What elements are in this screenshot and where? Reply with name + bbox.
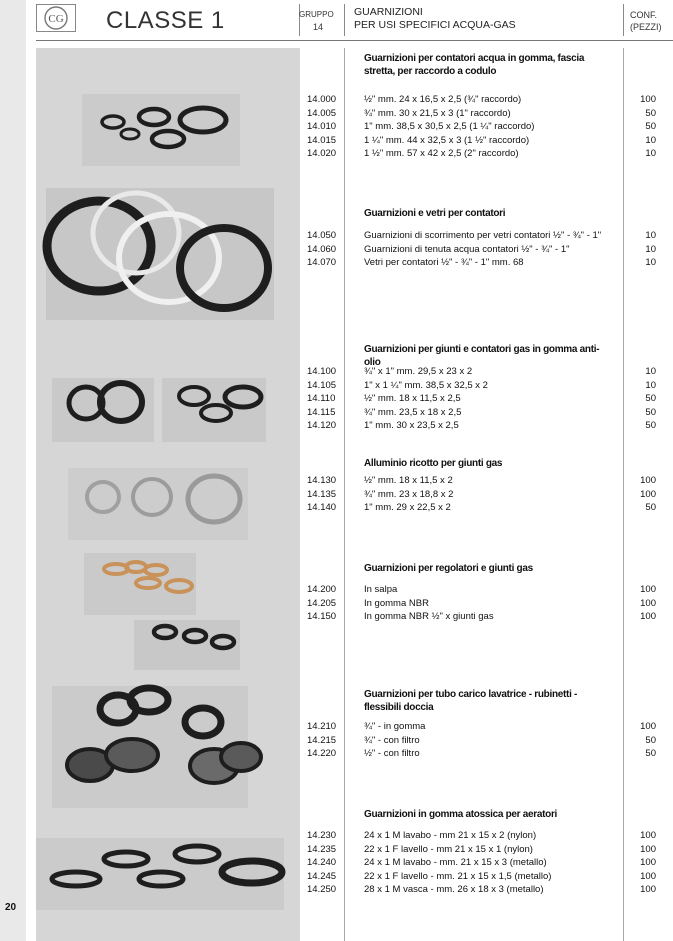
- header-divider: [623, 4, 624, 36]
- item-code: 14.250: [307, 884, 337, 895]
- section-title-6: Guarnizioni per tubo carico lavatrice - rubinetti - flessibili doccia: [364, 689, 578, 713]
- section-6-descriptions: [364, 720, 626, 761]
- section-3-descriptions: [364, 365, 626, 433]
- item-code: 14.240: [307, 857, 337, 868]
- item-code: 14.000: [307, 94, 337, 105]
- page-title-line2: PER USI SPECIFICI ACQUA-GAS: [354, 19, 516, 31]
- item-code: 14.130: [307, 475, 337, 486]
- section-7-quantities: [626, 829, 656, 897]
- section-2-descriptions: [364, 229, 626, 270]
- item-quantity: 100: [640, 843, 656, 855]
- section-title-7: Guarnizioni in gomma atossica per aeratori: [364, 809, 558, 820]
- item-code: 14.120: [307, 420, 337, 431]
- item-code: 14.140: [307, 502, 337, 513]
- item-quantity: 50: [645, 502, 656, 513]
- item-description: 1 ½" mm. 57 x 42 x 2,5 (2" raccordo): [364, 148, 519, 159]
- item-description: ¾" mm. 23,5 x 18 x 2,5: [364, 406, 462, 418]
- item-quantity: 50: [645, 748, 656, 759]
- section-title-1: Guarnizioni per contatori acqua in gomma, fascia stretta, per raccordo a codulo: [364, 53, 585, 77]
- product-images-panel: [36, 48, 300, 941]
- item-description: 1" mm. 38,5 x 30,5 x 2,5 (1 ¼" raccordo): [364, 121, 535, 132]
- gruppo-number: 14: [313, 22, 324, 32]
- item-description: 1" x 1 ¼" mm. 38,5 x 32,5 x 2: [364, 379, 488, 391]
- item-code: 14.105: [307, 379, 337, 391]
- section-7-descriptions: [364, 829, 626, 897]
- item-quantity: 100: [640, 94, 656, 105]
- section-6-quantities: [626, 720, 656, 761]
- item-quantity: 50: [645, 121, 656, 132]
- item-code: 14.005: [307, 107, 337, 119]
- item-description: 1" mm. 30 x 23,5 x 2,5: [364, 420, 459, 431]
- item-quantity: 10: [645, 366, 656, 377]
- conf-label-line1: CONF.: [630, 10, 657, 20]
- photo-rubber-washers: [82, 94, 240, 166]
- item-code: 14.205: [307, 597, 337, 609]
- item-description: Vetri per contatori ½" - ¾" - 1" mm. 68: [364, 257, 524, 268]
- item-description: ¾" x 1" mm. 29,5 x 23 x 2: [364, 366, 473, 377]
- photo-aerator-gaskets: [36, 838, 284, 910]
- item-code: 14.110: [307, 393, 336, 404]
- item-quantity: 50: [645, 393, 656, 404]
- item-code: 14.100: [307, 366, 337, 377]
- item-quantity: 100: [640, 584, 656, 595]
- photo-gas-rings: [52, 378, 266, 442]
- item-quantity: 10: [645, 148, 656, 159]
- item-code: 14.150: [307, 611, 337, 622]
- section-5-codes: [307, 583, 343, 624]
- photo-meter-gaskets: [46, 188, 274, 320]
- classe-title: CLASSE 1: [106, 7, 225, 34]
- side-strip: [0, 0, 26, 941]
- page-title-line1: GUARNIZIONI: [354, 6, 423, 18]
- item-code: 14.235: [307, 843, 337, 855]
- item-description: 24 x 1 M lavabo - mm 21 x 15 x 2 (nylon): [364, 830, 537, 841]
- item-description: In gomma NBR: [364, 597, 429, 609]
- item-quantity: 100: [640, 611, 656, 622]
- item-code: 14.020: [307, 148, 337, 159]
- item-description: 28 x 1 M vasca - mm. 26 x 18 x 3 (metallo): [364, 884, 544, 895]
- photo-aluminium-rings: [68, 468, 248, 540]
- item-description: ½" mm. 18 x 11,5 x 2,5: [364, 393, 461, 404]
- item-quantity: 10: [645, 257, 656, 268]
- item-code: 14.220: [307, 748, 337, 759]
- brand-logo: [36, 4, 76, 32]
- section-4-descriptions: [364, 474, 626, 515]
- item-code: 14.010: [307, 121, 337, 132]
- section-5-quantities: [626, 583, 656, 624]
- item-description: 24 x 1 M lavabo - mm. 21 x 15 x 3 (metallo): [364, 857, 547, 868]
- item-quantity: 50: [645, 734, 656, 746]
- section-3-quantities: [626, 365, 656, 433]
- section-title-4: Alluminio ricotto per giunti gas: [364, 458, 503, 469]
- item-code: 14.135: [307, 488, 337, 500]
- item-description: ½" mm. 18 x 11,5 x 2: [364, 475, 453, 486]
- section-4-quantities: [626, 474, 656, 515]
- item-quantity: 100: [640, 857, 656, 868]
- item-code: 14.115: [307, 406, 336, 418]
- gruppo-label: GRUPPO: [299, 10, 334, 19]
- section-7-codes: [307, 829, 343, 897]
- item-description: 1" mm. 29 x 22,5 x 2: [364, 502, 451, 513]
- item-quantity: 100: [640, 721, 656, 732]
- section-4-codes: [307, 474, 343, 515]
- item-code: 14.070: [307, 257, 337, 268]
- header-divider: [344, 4, 345, 36]
- item-quantity: 100: [640, 870, 656, 882]
- item-quantity: 10: [645, 243, 656, 255]
- item-quantity: 50: [645, 406, 656, 418]
- item-code: 14.210: [307, 721, 337, 732]
- item-code: 14.060: [307, 243, 337, 255]
- item-quantity: 50: [645, 420, 656, 431]
- section-2-quantities: [626, 229, 656, 270]
- photo-hose-washers: [52, 686, 261, 808]
- item-quantity: 100: [640, 830, 656, 841]
- item-quantity: 10: [645, 379, 656, 391]
- item-description: 22 x 1 F lavello - mm 21 x 15 x 1 (nylon): [364, 843, 533, 855]
- item-description: ½" - con filtro: [364, 748, 420, 759]
- section-title-2: Guarnizioni e vetri per contatori: [364, 208, 506, 219]
- section-6-codes: [307, 720, 343, 761]
- section-5-descriptions: [364, 583, 626, 624]
- section-title-3: Guarnizioni per giunti e contatori gas in gomma anti-olio: [364, 344, 600, 368]
- item-description: ¾" mm. 23 x 18,8 x 2: [364, 488, 454, 500]
- item-description: ¾" - in gomma: [364, 721, 426, 732]
- item-description: In salpa: [364, 584, 398, 595]
- item-quantity: 100: [640, 597, 656, 609]
- item-quantity: 10: [645, 230, 656, 241]
- brand-logo-text: CG: [48, 13, 64, 25]
- item-quantity: 100: [640, 475, 656, 486]
- conf-label: [630, 9, 662, 33]
- section-1-quantities: [626, 93, 656, 161]
- column-divider: [344, 48, 345, 941]
- header-divider: [299, 4, 300, 36]
- item-description: ½" mm. 24 x 16,5 x 2,5 (¾" raccordo): [364, 94, 522, 105]
- item-quantity: 100: [640, 884, 656, 895]
- item-description: Guarnizioni di tenuta acqua contatori ½" - ¾" - 1": [364, 243, 570, 255]
- item-description: 22 x 1 F lavello - mm. 21 x 15 x 1,5 (metallo): [364, 870, 552, 882]
- item-code: 14.050: [307, 230, 337, 241]
- item-code: 14.015: [307, 134, 337, 146]
- item-description: In gomma NBR ½" x giunti gas: [364, 611, 494, 622]
- photo-regulator-washers: [84, 553, 240, 670]
- section-title-5: Guarnizioni per regolatori e giunti gas: [364, 563, 533, 574]
- page-number: 20: [5, 902, 17, 913]
- item-description: 1 ¼" mm. 44 x 32,5 x 3 (1 ½" raccordo): [364, 134, 530, 146]
- item-quantity: 100: [640, 488, 656, 500]
- section-3-codes: [307, 365, 343, 433]
- header-rule: [36, 40, 673, 41]
- section-1-codes: [307, 93, 343, 161]
- item-quantity: 50: [645, 107, 656, 119]
- item-code: 14.245: [307, 870, 337, 882]
- item-quantity: 10: [645, 134, 656, 146]
- item-description: ¾" mm. 30 x 21,5 x 3 (1" raccordo): [364, 107, 511, 119]
- section-2-codes: [307, 229, 343, 270]
- page-title: [354, 6, 516, 32]
- section-1-descriptions: [364, 93, 626, 161]
- item-description: Guarnizioni di scorrimento per vetri contatori ½" - ¾" - 1": [364, 230, 602, 241]
- item-code: 14.230: [307, 830, 337, 841]
- conf-label-line2: (PEZZI): [630, 22, 662, 32]
- item-code: 14.200: [307, 584, 337, 595]
- item-description: ¾" - con filtro: [364, 734, 420, 746]
- item-code: 14.215: [307, 734, 337, 746]
